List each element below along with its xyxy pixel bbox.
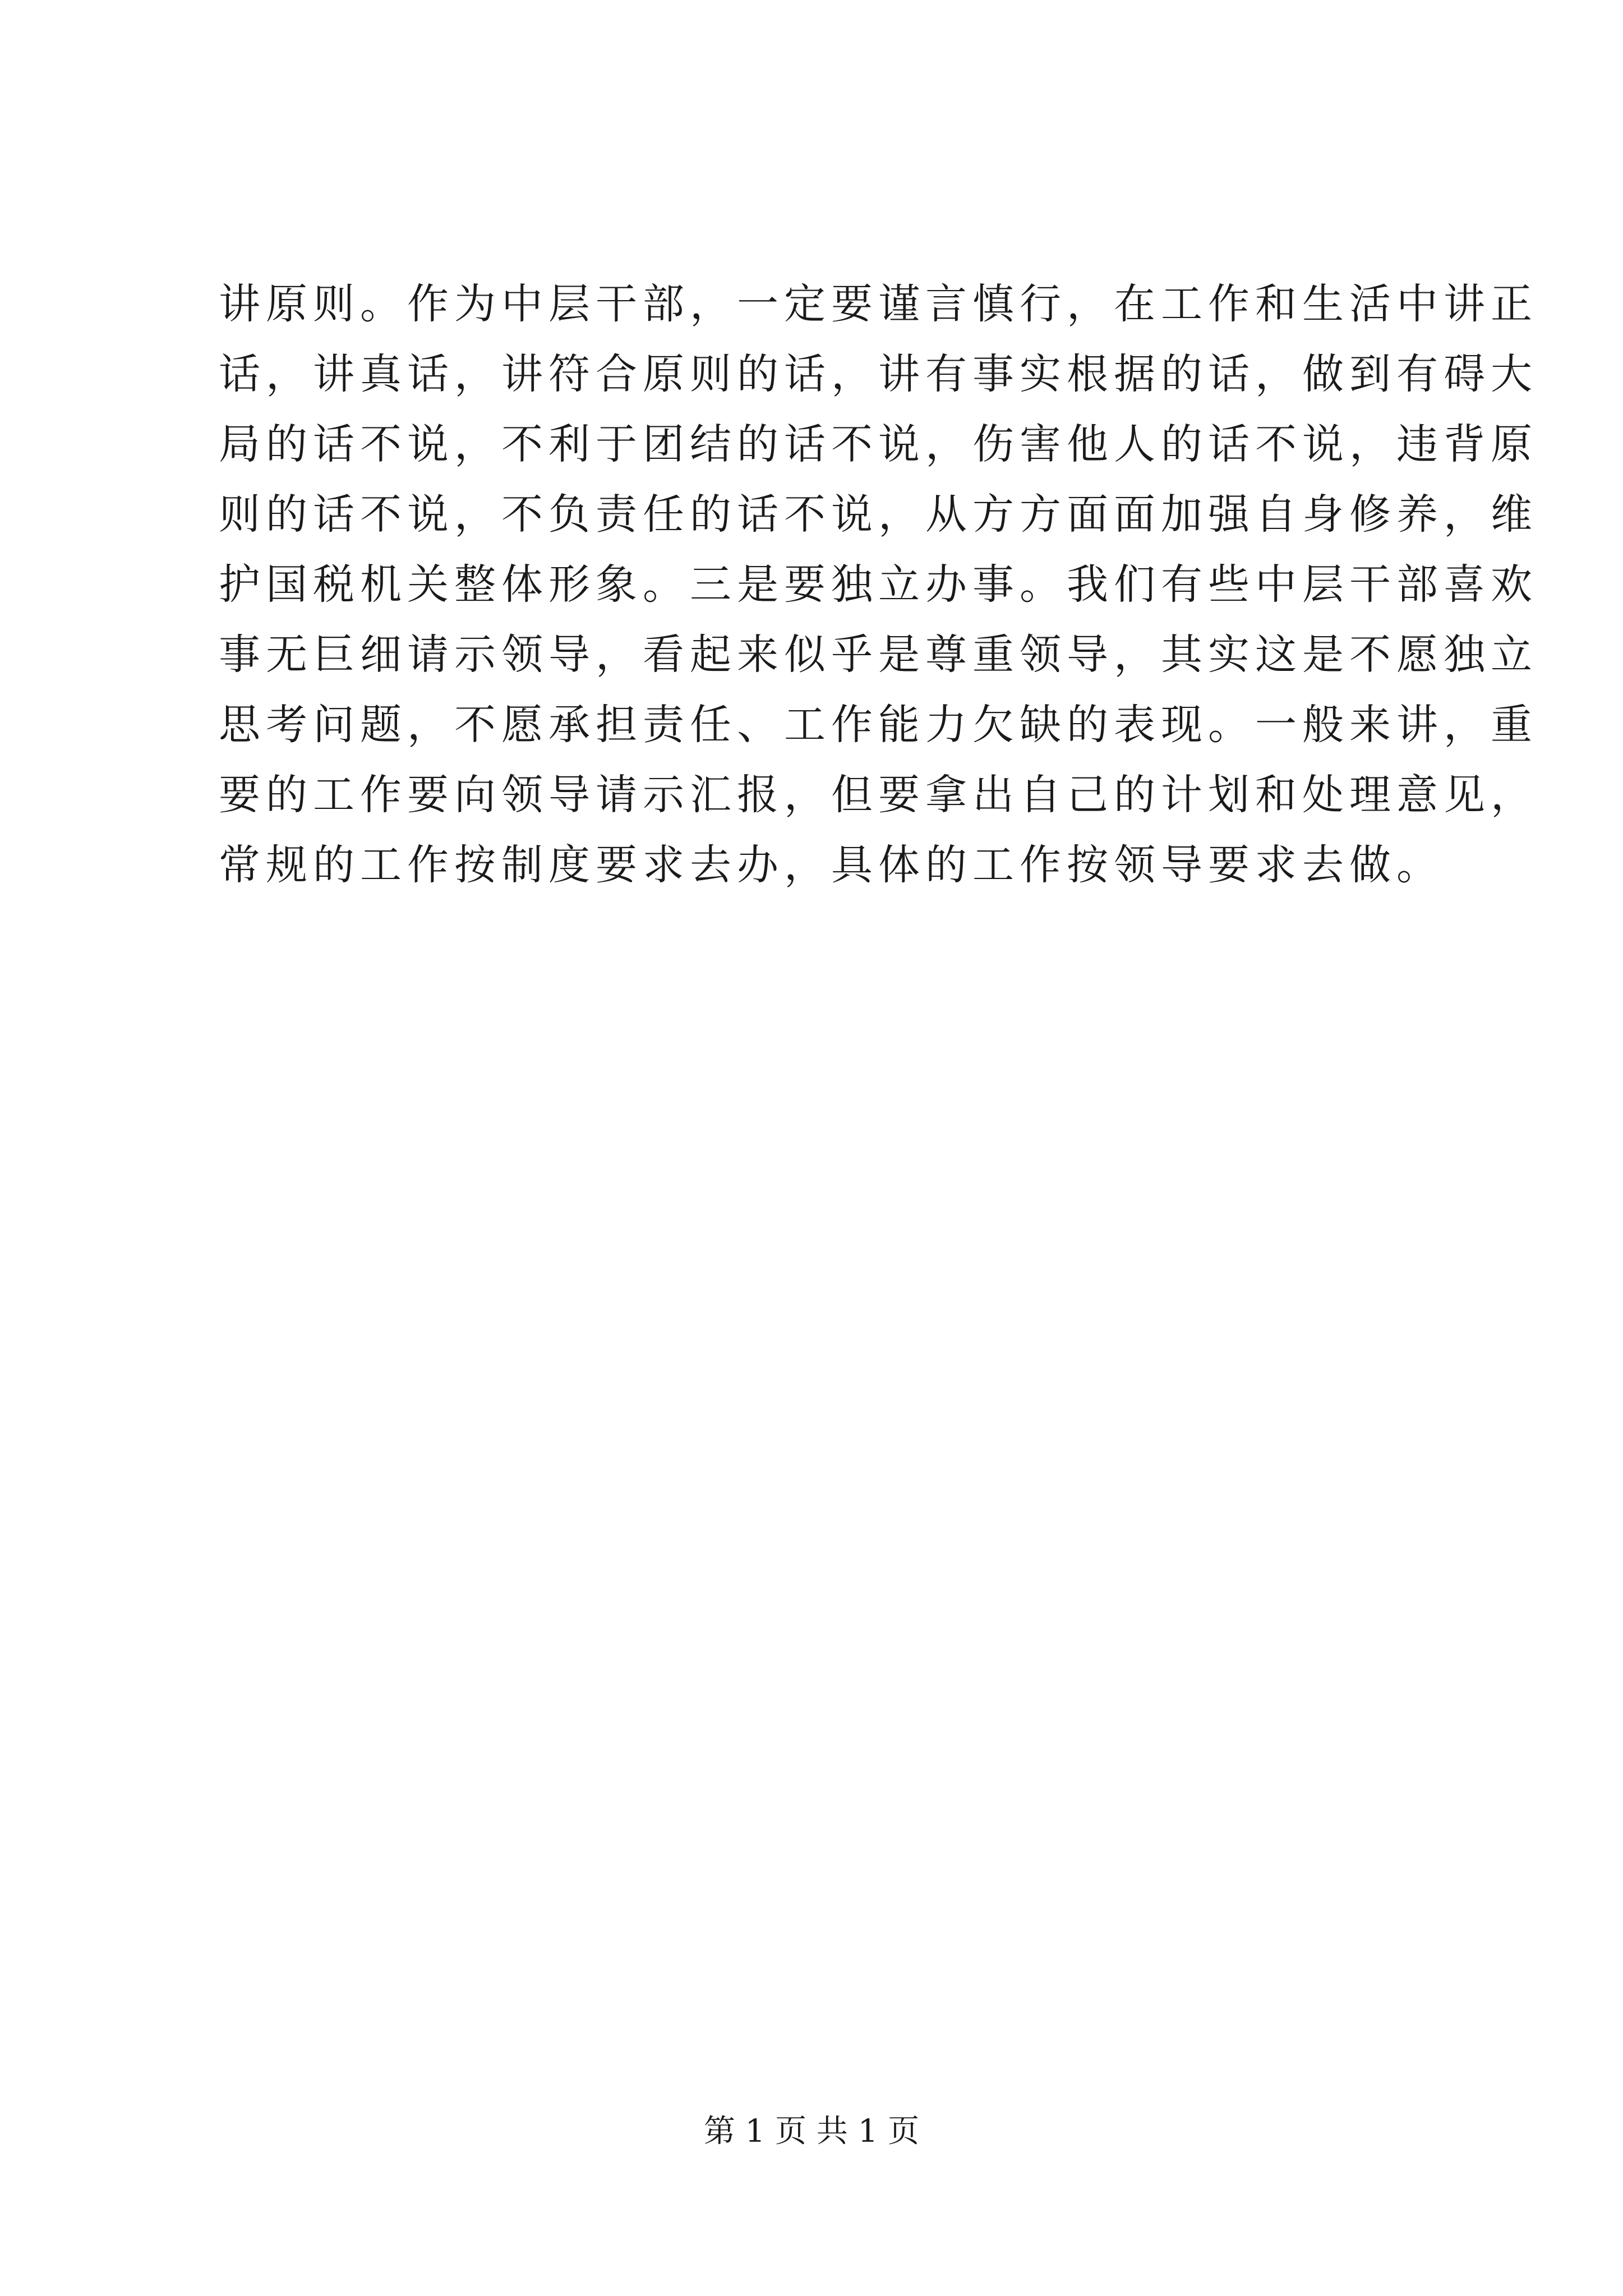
- text-line-8: 要的工作要向领导请示汇报，但要拿出自己的计划和处理意见，: [219, 771, 1538, 819]
- text-line-2: 话，讲真话，讲符合原则的话，讲有事实根据的话，做到有碍大: [219, 350, 1538, 398]
- page-number-footer: 第 1 页 共 1 页: [703, 2113, 920, 2150]
- text-line-6: 事无巨细请示领导，看起来似乎是尊重领导，其实这是不愿独立: [219, 631, 1538, 679]
- text-line-1: 讲原则。作为中层干部，一定要谨言慎行，在工作和生活中讲正: [219, 280, 1538, 328]
- body-paragraph: [219, 269, 1538, 900]
- text-line-9: 常规的工作按制度要求去办，具体的工作按领导要求去做。: [219, 841, 1444, 889]
- text-line-4: 则的话不说，不负责任的话不说，从方方面面加强自身修养，维: [219, 490, 1538, 539]
- text-line-3: 局的话不说，不利于团结的话不说，伤害他人的话不说，违背原: [219, 420, 1538, 468]
- text-line-5: 护国税机关整体形象。三是要独立办事。我们有些中层干部喜欢: [219, 560, 1538, 609]
- text-line-7: 思考问题，不愿承担责任、工作能力欠缺的表现。一般来讲，重: [219, 701, 1538, 749]
